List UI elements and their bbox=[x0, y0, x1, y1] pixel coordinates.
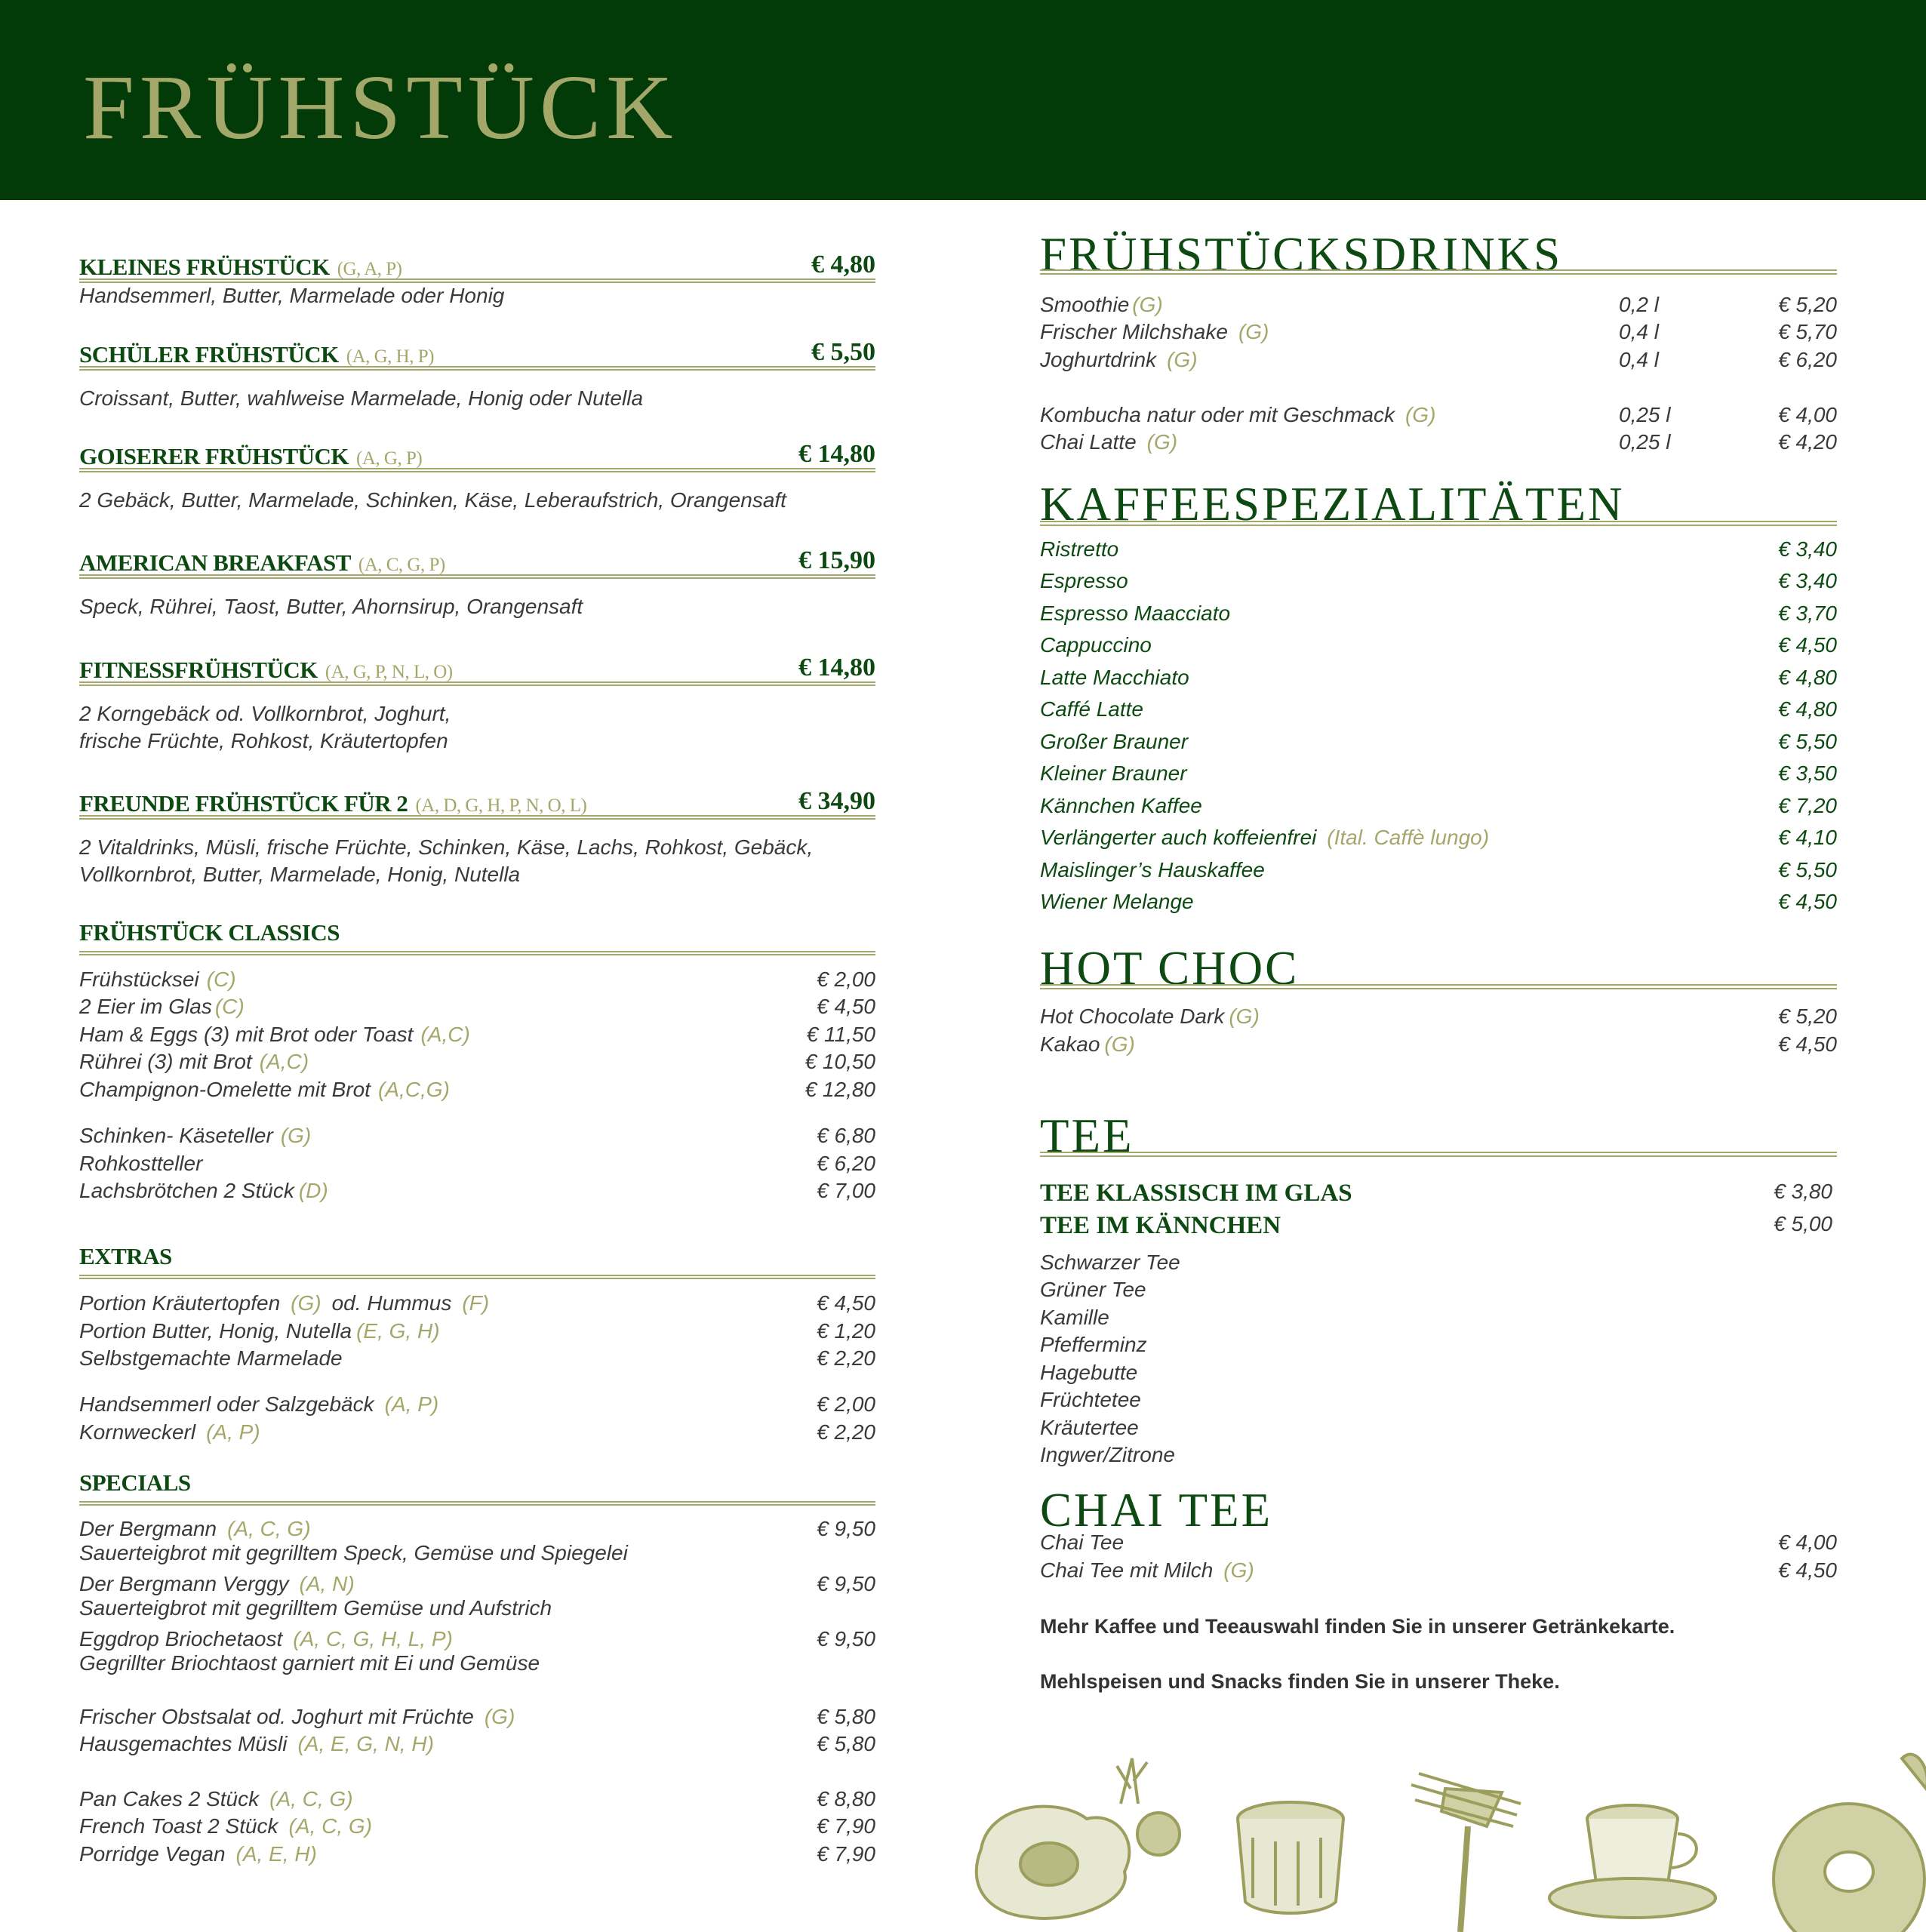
item-allergens: (G) bbox=[484, 1705, 515, 1728]
item-price: € 4,00 bbox=[1778, 403, 1837, 426]
list-item bbox=[1040, 1004, 1837, 1032]
item-price: € 3,80 bbox=[1774, 1180, 1832, 1203]
list-item bbox=[1040, 697, 1837, 724]
item-name: Handsemmerl oder Salzgebäck bbox=[79, 1392, 374, 1416]
item-name: Portion Kräutertopfen bbox=[79, 1291, 281, 1315]
item-description: frische Früchte, Rohkost, Kräutertopfen bbox=[79, 729, 448, 752]
item-allergens: (A, C, G) bbox=[227, 1517, 311, 1540]
footnote-drinks: Mehr Kaffee und Teeauswahl finden Sie in unserer Getränkekarte. bbox=[1040, 1615, 1675, 1638]
list-item bbox=[79, 1291, 875, 1318]
list-item bbox=[1040, 1251, 1837, 1278]
item-allergens: (A,C,G) bbox=[377, 1078, 450, 1101]
list-item bbox=[79, 1705, 875, 1732]
item-price: € 7,90 bbox=[817, 1842, 875, 1866]
item-note: (Ital. Caffè lungo) bbox=[1327, 826, 1490, 849]
item-name: Hot Chocolate Dark bbox=[1040, 1004, 1225, 1028]
item-title: GOISERER FRÜHSTÜCK bbox=[79, 443, 349, 469]
item-title: FITNESSFRÜHSTÜCK bbox=[79, 657, 318, 683]
item-price: € 4,80 bbox=[811, 251, 875, 278]
breakfast-illustration bbox=[958, 1713, 1926, 1932]
item-price: € 34,90 bbox=[798, 787, 875, 815]
list-item bbox=[1040, 730, 1837, 757]
page-title: FRÜHSTÜCK bbox=[83, 57, 678, 158]
list-item bbox=[1040, 320, 1837, 347]
item-allergens: (G) bbox=[1104, 1032, 1135, 1056]
item-price: € 5,20 bbox=[1778, 1004, 1837, 1028]
item-price: € 4,50 bbox=[1778, 1032, 1837, 1056]
list-item bbox=[1040, 430, 1837, 457]
item-allergens: (A, C, G) bbox=[288, 1814, 372, 1838]
item-allergens: (A, E, G, N, H) bbox=[297, 1732, 434, 1755]
item-price: € 3,40 bbox=[1778, 537, 1837, 561]
item-description: Speck, Rührei, Taost, Butter, Ahornsirup, Orangensaft bbox=[79, 595, 583, 618]
title-underline bbox=[79, 1501, 875, 1506]
item-name: Ristretto bbox=[1040, 537, 1119, 561]
list-item bbox=[1040, 1416, 1837, 1443]
item-price: € 4,20 bbox=[1778, 430, 1837, 454]
item-name: Kamille bbox=[1040, 1306, 1109, 1329]
list-item bbox=[79, 1078, 875, 1105]
item-name-extra: od. Hummus bbox=[331, 1291, 452, 1315]
item-allergens: (G) bbox=[1132, 293, 1163, 316]
title-underline bbox=[1040, 1152, 1837, 1157]
section-title: SPECIALS bbox=[79, 1469, 191, 1496]
item-name: Rohkostteller bbox=[79, 1152, 203, 1175]
item-price: € 4,50 bbox=[1778, 890, 1837, 913]
title-underline bbox=[79, 681, 875, 686]
item-allergens: (G, A, P) bbox=[337, 259, 402, 279]
item-description: Gegrillter Briochtaost garniert mit Ei und Gemüse bbox=[79, 1651, 540, 1675]
item-allergens: (A,C) bbox=[259, 1050, 309, 1073]
list-item bbox=[1040, 761, 1837, 789]
item-price: € 15,90 bbox=[798, 546, 875, 574]
list-item bbox=[79, 1842, 875, 1869]
list-item bbox=[79, 1627, 875, 1680]
list-item bbox=[1040, 1333, 1837, 1360]
item-price: € 7,20 bbox=[1778, 794, 1837, 817]
item-name: Rührei (3) mit Brot bbox=[79, 1050, 252, 1073]
item-allergens: (G) bbox=[1238, 320, 1269, 343]
item-price: € 4,80 bbox=[1778, 697, 1837, 721]
item-allergens: (A, C, G) bbox=[269, 1787, 353, 1810]
item-price: € 7,90 bbox=[817, 1814, 875, 1838]
item-name: Ingwer/Zitrone bbox=[1040, 1443, 1175, 1466]
item-title: TEE KLASSISCH IM GLAS bbox=[1040, 1180, 1352, 1207]
item-price: € 4,50 bbox=[1778, 633, 1837, 657]
item-price: € 5,80 bbox=[817, 1732, 875, 1755]
item-name: Selbstgemachte Marmelade bbox=[79, 1346, 343, 1370]
item-price: € 4,50 bbox=[1778, 1558, 1837, 1582]
item-name: Lachsbrötchen 2 Stück bbox=[79, 1179, 294, 1202]
list-item bbox=[1040, 1032, 1837, 1060]
item-price: € 7,00 bbox=[817, 1179, 875, 1202]
item-price: € 10,50 bbox=[805, 1050, 875, 1073]
item-allergens: (G) bbox=[1229, 1004, 1260, 1028]
item-name: Kännchen Kaffee bbox=[1040, 794, 1202, 817]
item-price: € 9,50 bbox=[817, 1572, 875, 1595]
list-item bbox=[79, 1023, 875, 1050]
item-price: € 9,50 bbox=[817, 1627, 875, 1651]
section-title: EXTRAS bbox=[79, 1243, 172, 1269]
title-underline bbox=[79, 815, 875, 820]
section-title: HOT CHOC bbox=[1040, 942, 1300, 995]
item-allergens: (G) bbox=[280, 1124, 312, 1147]
list-item bbox=[79, 1050, 875, 1077]
item-price: € 4,50 bbox=[817, 1291, 875, 1315]
item-title: AMERICAN BREAKFAST bbox=[79, 549, 351, 576]
section-title: KAFFEESPEZIALITÄTEN bbox=[1040, 478, 1625, 531]
item-name: Schinken- Käseteller bbox=[79, 1124, 273, 1147]
item-name: Frischer Obstsalat od. Joghurt mit Früchte bbox=[79, 1705, 474, 1728]
item-description: 2 Gebäck, Butter, Marmelade, Schinken, Käse, Leberaufstrich, Orangensaft bbox=[79, 488, 786, 512]
item-name: Der Bergmann Verggy bbox=[79, 1572, 289, 1595]
list-item bbox=[79, 1572, 875, 1625]
list-item bbox=[1040, 858, 1837, 885]
item-name: Pfefferminz bbox=[1040, 1333, 1147, 1356]
item-allergens: (G) bbox=[291, 1291, 322, 1315]
item-description: Sauerteigbrot mit gegrilltem Gemüse und Aufstrich bbox=[79, 1596, 552, 1620]
item-name: Kombucha natur oder mit Geschmack bbox=[1040, 403, 1395, 426]
item-description: 2 Vitaldrinks, Müsli, frische Früchte, Schinken, Käse, Lachs, Rohkost, Gebäck, bbox=[79, 835, 814, 859]
title-underline bbox=[1040, 984, 1837, 989]
item-volume: 0,25 l bbox=[1619, 430, 1671, 454]
item-price: € 4,10 bbox=[1778, 826, 1837, 849]
item-allergens: (A, N) bbox=[299, 1572, 355, 1595]
tee-header-glass bbox=[1040, 1180, 1837, 1208]
title-underline bbox=[79, 366, 875, 371]
list-item bbox=[79, 1392, 875, 1420]
item-name: Hagebutte bbox=[1040, 1361, 1138, 1384]
item-price: € 4,00 bbox=[1778, 1531, 1837, 1554]
item-allergens: (A, C, G, H, L, P) bbox=[293, 1627, 453, 1651]
list-item bbox=[79, 1124, 875, 1151]
footnote-snacks: Mehlspeisen und Snacks finden Sie in unserer Theke. bbox=[1040, 1670, 1560, 1693]
item-title: TEE IM KÄNNCHEN bbox=[1040, 1212, 1281, 1239]
item-name: Wiener Melange bbox=[1040, 890, 1194, 913]
item-name: Portion Butter, Honig, Nutella bbox=[79, 1319, 352, 1343]
item-name: Hausgemachtes Müsli bbox=[79, 1732, 288, 1755]
item-price: € 2,20 bbox=[817, 1420, 875, 1444]
section-title: FRÜHSTÜCK CLASSICS bbox=[79, 919, 340, 946]
item-name: Pan Cakes 2 Stück bbox=[79, 1787, 260, 1810]
item-allergens: (G) bbox=[1223, 1558, 1254, 1582]
item-price: € 4,50 bbox=[817, 995, 875, 1018]
item-name: Kakao bbox=[1040, 1032, 1100, 1056]
item-price: € 11,50 bbox=[806, 1023, 875, 1046]
item-name: Cappuccino bbox=[1040, 633, 1152, 657]
item-allergens: (F) bbox=[462, 1291, 490, 1315]
item-name: Kleiner Brauner bbox=[1040, 761, 1187, 785]
item-price: € 5,50 bbox=[1778, 858, 1837, 881]
list-item bbox=[1040, 633, 1837, 660]
title-underline bbox=[1040, 269, 1837, 275]
item-allergens: (G) bbox=[1405, 403, 1436, 426]
fried-egg-icon bbox=[977, 1758, 1180, 1918]
list-item bbox=[79, 1517, 875, 1570]
honey-dipper-icon bbox=[1411, 1774, 1521, 1932]
list-item bbox=[1040, 1306, 1837, 1333]
item-price: € 2,20 bbox=[817, 1346, 875, 1370]
item-volume: 0,4 l bbox=[1619, 348, 1659, 371]
list-item bbox=[1040, 537, 1837, 565]
item-allergens: (A, G, P, N, L, O) bbox=[325, 662, 453, 682]
tee-header-pot bbox=[1040, 1212, 1837, 1240]
item-allergens: (G) bbox=[1146, 430, 1178, 454]
item-allergens: (C) bbox=[214, 995, 245, 1018]
item-name: Ham & Eggs (3) mit Brot oder Toast bbox=[79, 1023, 414, 1046]
item-allergens: (E, G, H) bbox=[356, 1319, 440, 1343]
item-name: Frischer Milchshake bbox=[1040, 320, 1228, 343]
section-title: CHAI TEE bbox=[1040, 1484, 1273, 1537]
item-allergens: (D) bbox=[298, 1179, 328, 1202]
item-allergens: (A, G, P) bbox=[356, 448, 423, 469]
list-item bbox=[1040, 569, 1837, 596]
item-name: Grüner Tee bbox=[1040, 1278, 1146, 1301]
item-price: € 2,00 bbox=[817, 1392, 875, 1416]
item-allergens: (C) bbox=[206, 968, 236, 991]
item-description: Sauerteigbrot mit gegrilltem Speck, Gemüse und Spiegelei bbox=[79, 1541, 628, 1564]
item-description: Vollkornbrot, Butter, Marmelade, Honig, Nutella bbox=[79, 863, 521, 886]
item-name: Champignon-Omelette mit Brot bbox=[79, 1078, 371, 1101]
item-name: Espresso bbox=[1040, 569, 1128, 592]
item-price: € 3,40 bbox=[1778, 569, 1837, 592]
list-item bbox=[79, 1787, 875, 1814]
item-price: € 14,80 bbox=[798, 654, 875, 681]
item-name: Smoothie bbox=[1040, 293, 1130, 316]
list-item bbox=[79, 1346, 875, 1374]
item-price: € 5,80 bbox=[817, 1705, 875, 1728]
item-title: KLEINES FRÜHSTÜCK bbox=[79, 254, 330, 280]
item-title: FREUNDE FRÜHSTÜCK FÜR 2 bbox=[79, 790, 408, 817]
item-allergens: (A, E, H) bbox=[235, 1842, 317, 1866]
list-item bbox=[1040, 293, 1837, 320]
item-name: Eggdrop Briochetaost bbox=[79, 1627, 283, 1651]
list-item bbox=[79, 1814, 875, 1841]
list-item bbox=[1040, 1443, 1837, 1470]
item-price: € 6,20 bbox=[1778, 348, 1837, 371]
item-price: € 5,50 bbox=[1778, 730, 1837, 753]
list-item bbox=[1040, 1361, 1837, 1388]
item-price: € 2,00 bbox=[817, 968, 875, 991]
item-volume: 0,25 l bbox=[1619, 403, 1671, 426]
item-price: € 5,70 bbox=[1778, 320, 1837, 343]
title-underline bbox=[79, 468, 875, 472]
item-name: Schwarzer Tee bbox=[1040, 1251, 1180, 1274]
coffee-cup-icon bbox=[1549, 1805, 1715, 1918]
item-price: € 12,80 bbox=[805, 1078, 875, 1101]
item-price: € 6,20 bbox=[817, 1152, 875, 1175]
item-price: € 3,50 bbox=[1778, 761, 1837, 785]
item-description: 2 Korngebäck od. Vollkornbrot, Joghurt, bbox=[79, 702, 451, 725]
list-item bbox=[1040, 890, 1837, 917]
item-name: Chai Tee mit Milch bbox=[1040, 1558, 1214, 1582]
list-item bbox=[1040, 403, 1837, 430]
item-description: Handsemmerl, Butter, Marmelade oder Honig bbox=[79, 284, 505, 307]
title-underline bbox=[79, 574, 875, 579]
list-item bbox=[1040, 1388, 1837, 1415]
item-name: French Toast 2 Stück bbox=[79, 1814, 278, 1838]
list-item bbox=[79, 1319, 875, 1346]
item-price: € 1,20 bbox=[817, 1319, 875, 1343]
item-allergens: (A, C, G, P) bbox=[358, 555, 445, 575]
title-underline bbox=[1040, 521, 1837, 526]
list-item bbox=[1040, 794, 1837, 821]
item-name: Kräutertee bbox=[1040, 1416, 1139, 1439]
item-name: Verlängerter auch koffeienfrei bbox=[1040, 826, 1317, 849]
list-item bbox=[79, 1420, 875, 1447]
list-item bbox=[1040, 601, 1837, 629]
item-name: 2 Eier im Glas bbox=[79, 995, 212, 1018]
list-item bbox=[79, 1152, 875, 1179]
item-price: € 6,80 bbox=[817, 1124, 875, 1147]
item-allergens: (A, P) bbox=[384, 1392, 439, 1416]
item-price: € 5,50 bbox=[811, 338, 875, 366]
list-item bbox=[79, 968, 875, 995]
title-underline bbox=[79, 1275, 875, 1279]
list-item bbox=[1040, 1531, 1837, 1558]
item-price: € 8,80 bbox=[817, 1787, 875, 1810]
list-item bbox=[1040, 826, 1837, 853]
item-title: SCHÜLER FRÜHSTÜCK bbox=[79, 341, 339, 368]
item-name: Joghurtdrink bbox=[1040, 348, 1157, 371]
item-name: Espresso Maacciato bbox=[1040, 601, 1231, 625]
list-item bbox=[1040, 1558, 1837, 1586]
section-title: FRÜHSTÜCKSDRINKS bbox=[1040, 228, 1563, 281]
list-item bbox=[79, 995, 875, 1022]
item-price: € 3,70 bbox=[1778, 601, 1837, 625]
item-name: Chai Latte bbox=[1040, 430, 1137, 454]
item-name: Frühstücksei bbox=[79, 968, 199, 991]
section-title: TEE bbox=[1040, 1109, 1134, 1162]
list-item bbox=[79, 1179, 875, 1206]
item-allergens: (A, G, H, P) bbox=[346, 346, 434, 367]
item-volume: 0,2 l bbox=[1619, 293, 1659, 316]
header-banner bbox=[0, 0, 1926, 200]
item-name: Der Bergmann bbox=[79, 1517, 217, 1540]
item-volume: 0,4 l bbox=[1619, 320, 1659, 343]
item-price: € 14,80 bbox=[798, 440, 875, 468]
item-allergens: (A, D, G, H, P, N, O, L) bbox=[415, 795, 587, 816]
list-item bbox=[79, 1732, 875, 1759]
item-allergens: (G) bbox=[1167, 348, 1198, 371]
item-price: € 5,00 bbox=[1774, 1212, 1832, 1235]
list-item bbox=[1040, 666, 1837, 693]
item-allergens: (A, P) bbox=[206, 1420, 260, 1444]
list-item bbox=[1040, 348, 1837, 375]
item-price: € 9,50 bbox=[817, 1517, 875, 1540]
item-name: Maislinger’s Hauskaffee bbox=[1040, 858, 1265, 881]
item-name: Porridge Vegan bbox=[79, 1842, 226, 1866]
bagel-icon bbox=[1774, 1755, 1926, 1932]
item-name: Kornweckerl bbox=[79, 1420, 196, 1444]
item-name: Früchtetee bbox=[1040, 1388, 1141, 1411]
item-price: € 5,20 bbox=[1778, 293, 1837, 316]
title-underline bbox=[79, 951, 875, 955]
item-description: Croissant, Butter, wahlweise Marmelade, Honig oder Nutella bbox=[79, 386, 644, 410]
item-name: Chai Tee bbox=[1040, 1531, 1125, 1554]
ramekin-icon bbox=[1238, 1802, 1343, 1913]
item-price: € 4,80 bbox=[1778, 666, 1837, 689]
list-item bbox=[1040, 1278, 1837, 1305]
item-name: Großer Brauner bbox=[1040, 730, 1189, 753]
item-name: Latte Macchiato bbox=[1040, 666, 1189, 689]
item-name: Caffé Latte bbox=[1040, 697, 1143, 721]
item-allergens: (A,C) bbox=[420, 1023, 470, 1046]
